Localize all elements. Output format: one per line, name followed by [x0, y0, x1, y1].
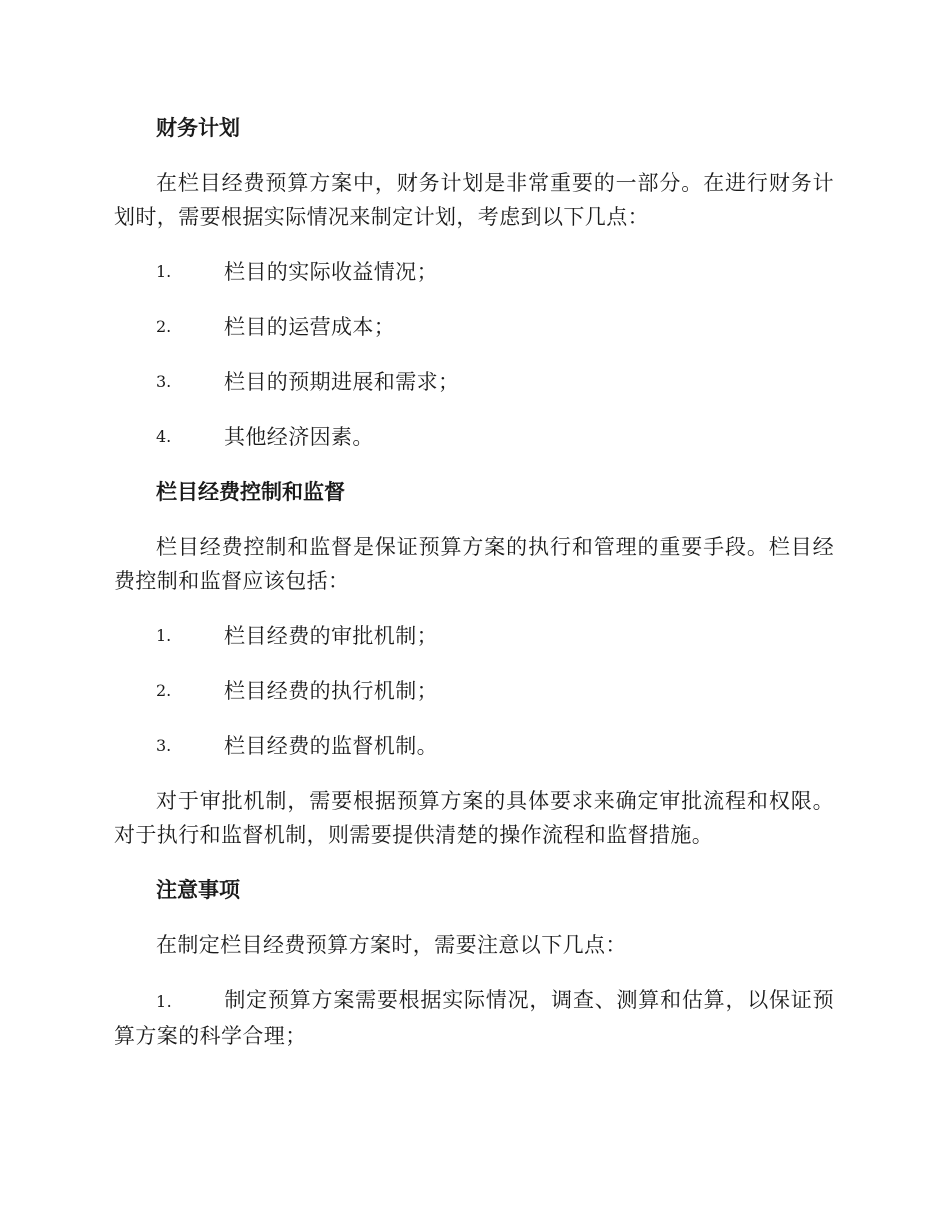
- list-number: 1.: [156, 626, 172, 645]
- list-text: 栏目的预期进展和需求；: [224, 370, 460, 394]
- list-number: 2.: [156, 681, 172, 700]
- section-heading-notes: 注意事项: [156, 878, 240, 902]
- list-text: 其他经济因素。: [224, 425, 374, 449]
- paragraph-notes-intro: 在制定栏目经费预算方案时，需要注意以下几点：: [156, 933, 627, 957]
- list-number: 1.: [156, 992, 173, 1011]
- list-item: [114, 365, 834, 399]
- list-item: [114, 619, 834, 653]
- list-text: 栏目经费的监督机制。: [224, 734, 438, 758]
- list-text: 栏目的实际收益情况；: [224, 260, 438, 284]
- list-text: 栏目的运营成本；: [224, 315, 396, 339]
- paragraph-financial-plan-intro: 在栏目经费预算方案中，财务计划是非常重要的一部分。在进行财务计划时，需要根据实际情况来制定计划，考虑到以下几点：: [114, 171, 834, 229]
- paragraph-budget-control-intro: 栏目经费控制和监督是保证预算方案的执行和管理的重要手段。栏目经费控制和监督应该包括：: [114, 535, 834, 593]
- list-item: [114, 983, 834, 1053]
- list-item: [114, 420, 834, 454]
- list-text: 栏目经费的审批机制；: [224, 624, 438, 648]
- section-heading-financial-plan: 财务计划: [156, 116, 240, 140]
- list-number: 2.: [156, 317, 172, 336]
- list-text: 栏目经费的执行机制；: [224, 679, 438, 703]
- list-item: [114, 310, 834, 344]
- list-item: [114, 255, 834, 289]
- list-number: 3.: [156, 372, 172, 391]
- list-number: 3.: [156, 736, 172, 755]
- list-item: [114, 674, 834, 708]
- section-heading-budget-control: 栏目经费控制和监督: [156, 480, 345, 504]
- list-number: 4.: [156, 427, 172, 446]
- paragraph-budget-control-outro: 对于审批机制，需要根据预算方案的具体要求来确定审批流程和权限。对于执行和监督机制，则需要提供清楚的操作流程和监督措施。: [114, 789, 834, 847]
- list-item: [114, 729, 834, 763]
- list-number: 1.: [156, 262, 172, 281]
- list-text: 制定预算方案需要根据实际情况，调查、测算和估算，以保证预算方案的科学合理；: [114, 988, 834, 1048]
